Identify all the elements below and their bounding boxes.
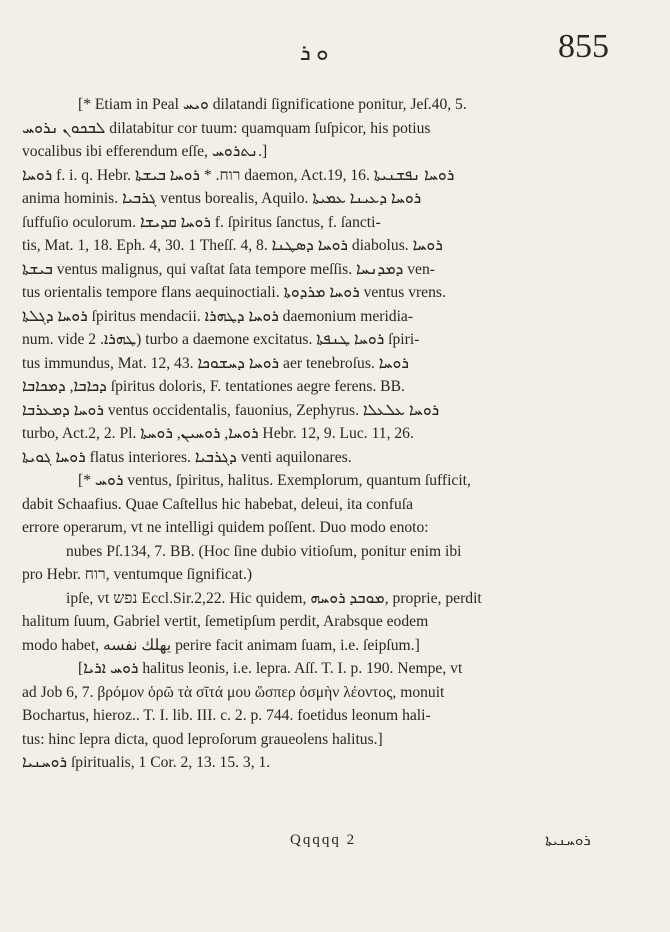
text-line: [* Etiam in Peal ܘܝܚ dilatandi ſignificatione ponitur, Jeſ.40, 5.: [78, 96, 467, 113]
signature-mark: Qqqqq 2: [290, 832, 357, 848]
text-line: halitum ſuum, Gabriel vertit, ſemetipſum perdit, Arabsque eodem: [22, 613, 429, 630]
text-line: ܕܟܐܒܐ, ܕܡܟܐܒܐ ſpiritus doloris, F. tentationes aegre ferens. BB.: [22, 378, 405, 395]
text-line: ܪܘܚܐ ܕܓܠܬܐ ſpiritus mendacii. ܪܘܚܐ ܕܛܗܪܐ daemonium meridia-: [22, 307, 414, 325]
text-line: ſuffuſio oculorum. ܪܘܚܐ ܩܕܝܫܐ f. ſpiritus ſanctus, f. ſancti-: [22, 213, 381, 231]
catchword: ܪܘܚܢܝܬܐ: [545, 833, 591, 849]
text-line: anima hominis. ܓܪܒܝܐ ventus borealis, Aquilo. ܪܘܚܐ ܕܥܝܢܐ ܥܡܝܬܐ: [22, 190, 422, 207]
text-line: ܠܒܟܘܢ ܢܪܘܚ dilatabitur cor tuum: quamquam ſuſpicor, his potius: [22, 119, 431, 137]
text-line: Bochartus, hieroz.. T. I. lib. III. c. 2. p. 744. foetidus leonum hali-: [22, 707, 431, 724]
text-line: nubes Pſ.134, 7. BB. (Hoc ſine dubio vitioſum, ponitur enim ibi: [66, 542, 462, 560]
text-line: [* ܪܘܚ ventus, ſpiritus, halitus. Exemplorum, quantum ſufficit,: [78, 472, 471, 489]
text-line: tus: hinc lepra dicta, quod leproſorum graueolens halitus.]: [22, 730, 383, 748]
text-line: ad Job 6, 7. βρόμον ὁρῶ τὰ σῖτά μου ὥσπερ ὀσμὴν λέοντος, monuit: [22, 683, 445, 701]
text-line: tus orientalis tempore flans aequinoctiali. ܪܘܚܐ ܡܪܕܘܬܐ ventus vrens.: [22, 284, 446, 301]
text-line: turbo, Act.2, 2. Pl. ܪܘܚܐ, ܪܘܚܝܢ, ܪܘܚܬܐ Hebr. 12, 9. Luc. 11, 26.: [22, 425, 414, 442]
text-line: dabit Schaafius. Quae Caſtellus hic habebat, deleui, ita confuſa: [22, 495, 414, 513]
text-line: ܪܘܚܐ ܕܡܥܪܒܐ ventus occidentalis, fauonius, Zephyrus. ܪܘܚܐ ܥܠܥܠܐ: [22, 401, 440, 419]
text-line: [ܪܘܚ ܐܪܝܐ halitus leonis, i.e. lepra. Aſſ. T. I. p. 190. Nempe, vt: [78, 660, 463, 677]
text-line: ܪܘܚܐ ܓܘܝܬܐ flatus interiores. ܕܓܪܒܝܐ venti aquilonares.: [22, 448, 352, 466]
text-line: tis, Mat. 1, 18. Eph. 4, 30. 1 Theſſ. 4, 8. ܪܘܚܐ ܕܣܛܢܐ diabolus. ܪܘܚܐ: [22, 237, 443, 254]
text-line: modo habet, يهلك نفسه perire facit animam ſuam, i.e. ſeipſum.]: [22, 636, 420, 654]
text-line: ipſe, vt נפש Eccl.Sir.2,22. Hic quidem, ܡܘܒܕ ܪܘܚܗ, proprie, perdit: [66, 589, 482, 607]
text-line: vocalibus ibi efferendum eſſe, ܢܬܪܘܚ.]: [22, 143, 268, 160]
text-line: ܪܘܚܢܝܐ ſpiritualis, 1 Cor. 2, 13. 15. 3, 1.: [22, 754, 271, 771]
text-line: tus immundus, Mat. 12, 43. ܪܘܚܐ ܕܚܫܘܟܐ aer tenebroſus. ܪܘܚܐ: [22, 354, 409, 372]
text-line: num. vide ܛܗܪܐ. 2) turbo a daemone excitatus. ܪܘܚܐ ܛܢܦܬܐ ſpiri-: [22, 331, 420, 348]
text-line: ܒܝܫܬܐ ventus malignus, qui vaſtat ſata tempore meſſis. ܕܡܕܢܚܐ ven-: [22, 260, 435, 278]
text-line: pro Hebr. רוח, ventumque ſignificat.): [22, 566, 253, 583]
text-line: errore operarum, vt ne intelligi quidem poſſent. Duo modo enoto:: [22, 519, 429, 536]
body-text: [22, 94, 620, 776]
page-number: 855: [558, 28, 609, 65]
text-line: ܪܘܚܐ f. i. q. Hebr. רוח. * ܪܘܚܐ ܒܝܫܬܐ daemon, Act.19, 16. ܪܘܚܐ ܢܦܫܢܝܬܐ: [22, 166, 455, 184]
running-head-syriac: ܘ ܪ: [300, 40, 329, 65]
